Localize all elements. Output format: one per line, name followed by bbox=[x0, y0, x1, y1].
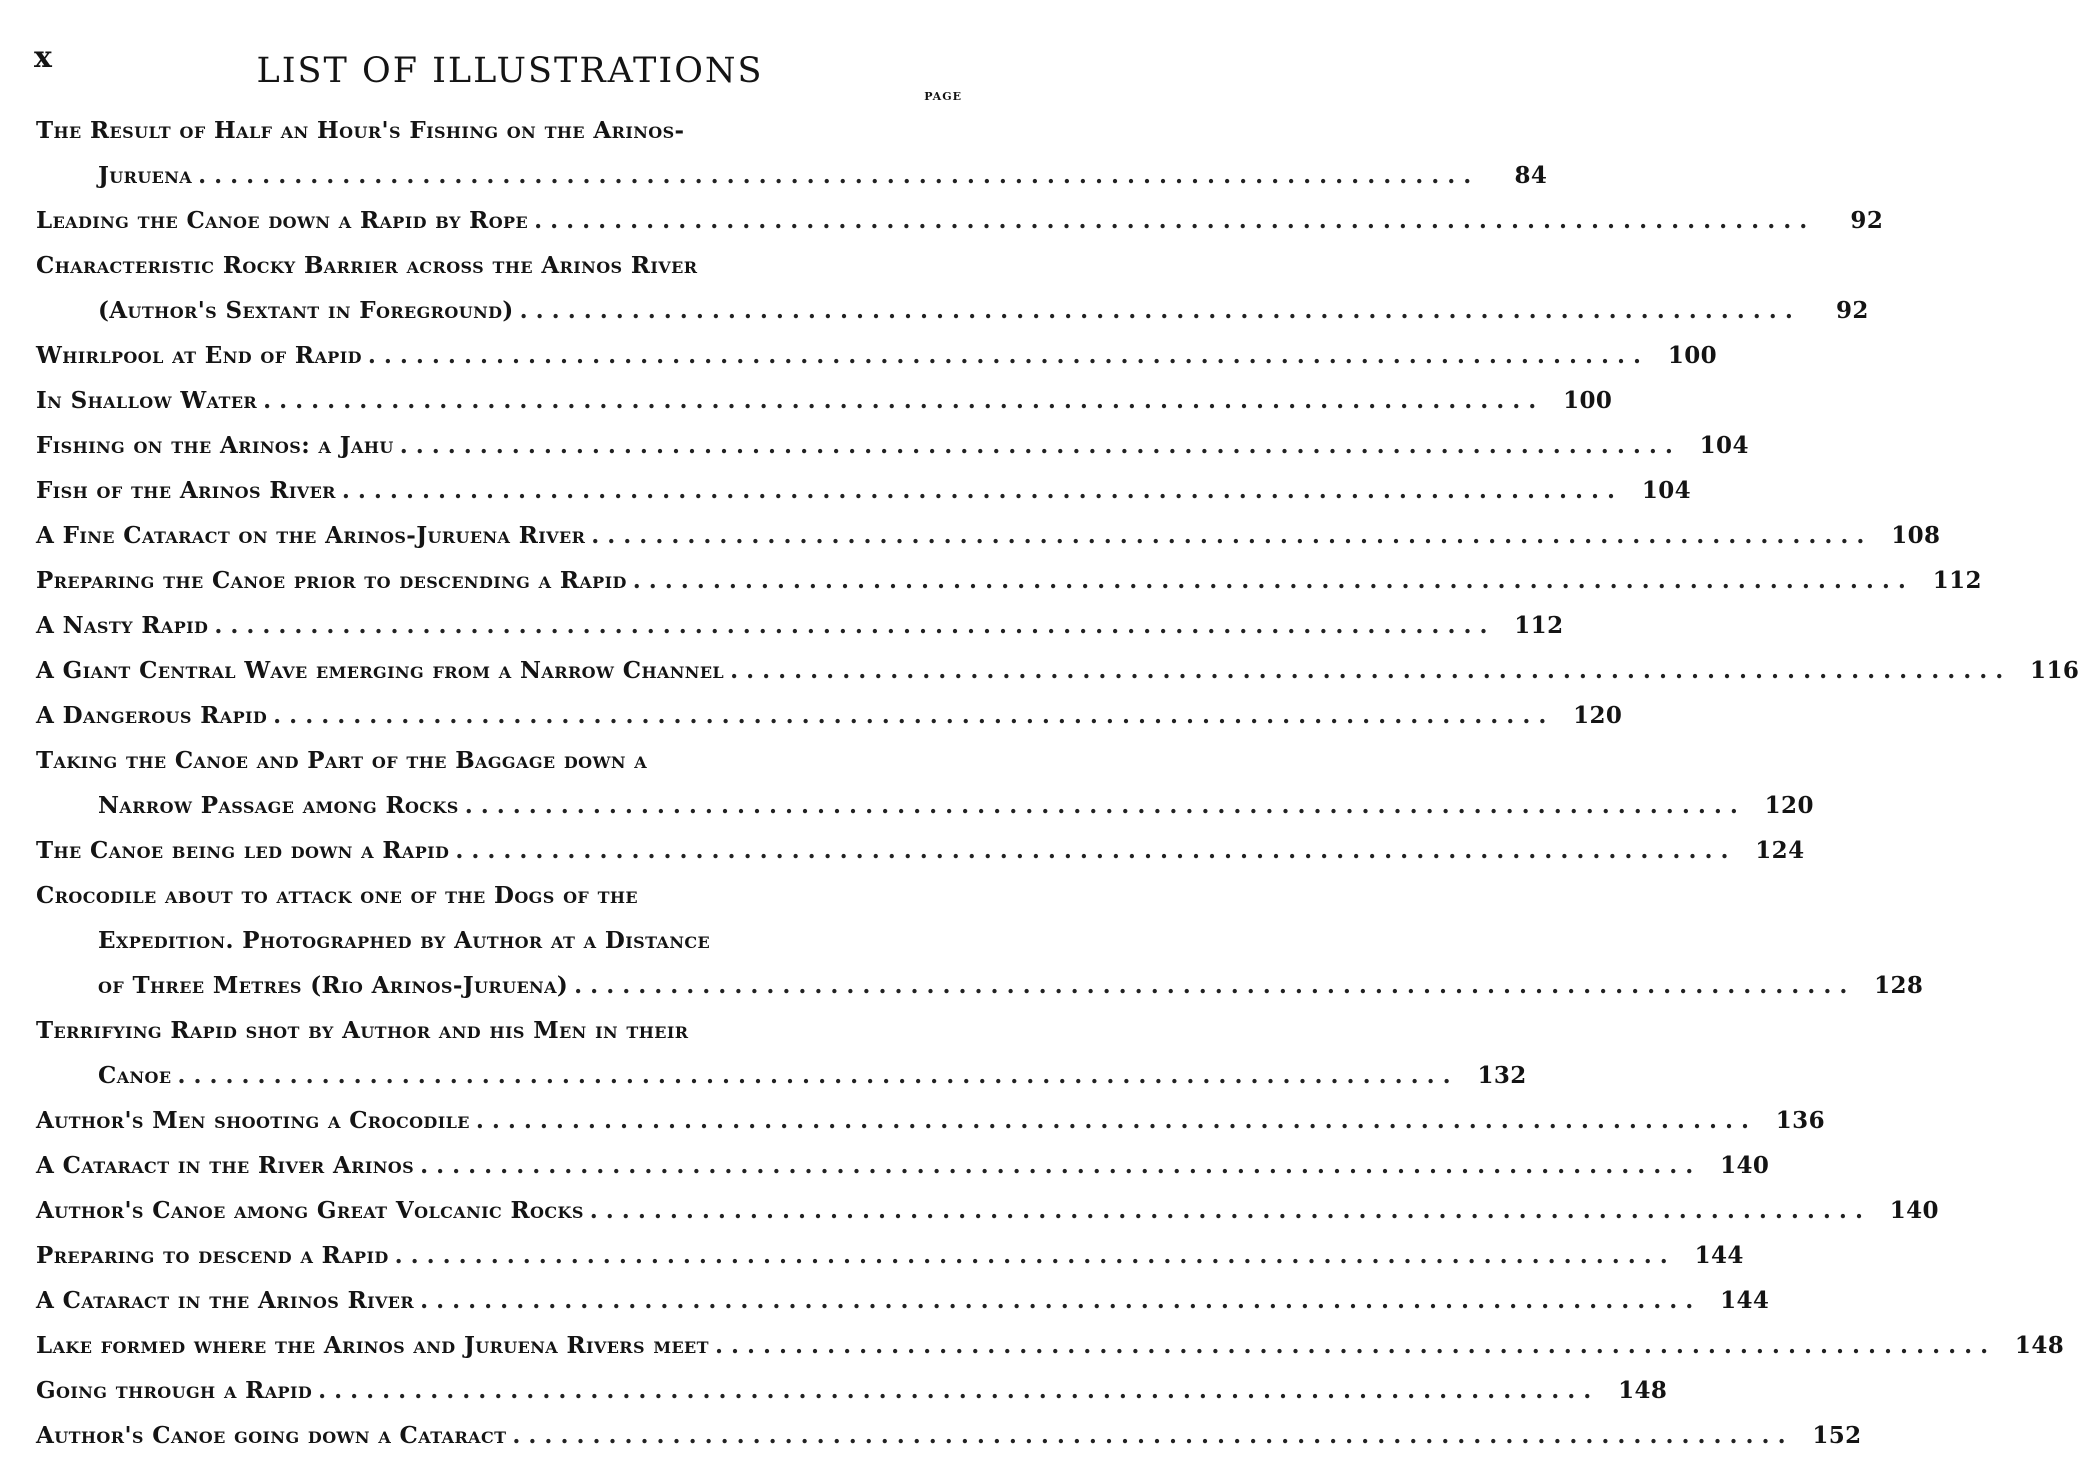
entry-page-number: 144 bbox=[1694, 1242, 1744, 1269]
dot-leader: . . . . . . . . . . . . . . . . . . . . . . . . . . . . . . . . . . . . . . . . . . . . . . . . . . . . . . . . . . . . . . . . . . . . . . . . . . . . . . . . bbox=[420, 1287, 1694, 1314]
entry-title: A Cataract in the River Arinos bbox=[36, 1152, 415, 1179]
entry-title: Expedition. Photographed by Author at a Distance bbox=[98, 927, 711, 954]
entry-page-number: 148 bbox=[2014, 1332, 2065, 1359]
entry-title: Crocodile about to attack one of the Dogs of the bbox=[36, 882, 639, 909]
entry-line bbox=[36, 513, 1941, 558]
entry-page-number: 132 bbox=[1477, 1062, 1527, 1089]
entry-title: The Result of Half an Hour's Fishing on the Arinos- bbox=[36, 117, 685, 144]
dot-leader: . . . . . . . . . . . . . . . . . . . . . . . . . . . . . . . . . . . . . . . . . . . . . . . . . . . . . . . . . . . . . . . . . . . . . . . . . . . . . . . . bbox=[534, 207, 1808, 234]
illustration-entry bbox=[36, 468, 1692, 513]
entry-page-number: 100 bbox=[1563, 387, 1613, 414]
entry-title: of Three Metres (Rio Arinos-Juruena) bbox=[98, 972, 569, 999]
dot-leader: . . . . . . . . . . . . . . . . . . . . . . . . . . . . . . . . . . . . . . . . . . . . . . . . . . . . . . . . . . . . . . . . . . . . . . . . . . . . . . . . bbox=[214, 612, 1488, 639]
entry-title: Going through a Rapid bbox=[36, 1377, 313, 1404]
illustration-entry bbox=[36, 1008, 1527, 1098]
entry-title: A Giant Central Wave emerging from a Narrow Channel bbox=[36, 657, 725, 684]
dot-leader: . . . . . . . . . . . . . . . . . . . . . . . . . . . . . . . . . . . . . . . . . . . . . . . . . . . . . . . . . . . . . . . . . . . . . . . . . . . . . . . . bbox=[455, 837, 1729, 864]
dot-leader: . . . . . . . . . . . . . . . . . . . . . . . . . . . . . . . . . . . . . . . . . . . . . . . . . . . . . . . . . . . . . . . . . . . . . . . . . . . . . . . . bbox=[177, 1062, 1451, 1089]
entry-title: In Shallow Water bbox=[36, 387, 258, 414]
dot-leader: . . . . . . . . . . . . . . . . . . . . . . . . . . . . . . . . . . . . . . . . . . . . . . . . . . . . . . . . . . . . . . . . . . . . . . . . . . . . . . . . bbox=[589, 1197, 1863, 1224]
dot-leader: . . . . . . . . . . . . . . . . . . . . . . . . . . . . . . . . . . . . . . . . . . . . . . . . . . . . . . . . . . . . . . . . . . . . . . . . . . . . . . . . bbox=[574, 972, 1848, 999]
entry-title: Narrow Passage among Rocks bbox=[98, 792, 459, 819]
dot-leader: . . . . . . . . . . . . . . . . . . . . . . . . . . . . . . . . . . . . . . . . . . . . . . . . . . . . . . . . . . . . . . . . . . . . . . . . . . . . . . . . bbox=[263, 387, 1537, 414]
entry-line bbox=[36, 153, 1548, 198]
entry-page-number: 104 bbox=[1641, 477, 1692, 504]
entry-page-number: 120 bbox=[1764, 792, 1814, 819]
entry-line bbox=[36, 1368, 1668, 1413]
entry-page-number: 136 bbox=[1775, 1107, 1825, 1134]
illustrations-list bbox=[36, 108, 2079, 1458]
entry-line bbox=[36, 288, 1869, 333]
illustration-entry bbox=[36, 1278, 1770, 1323]
page-title: LIST OF ILLUSTRATIONS bbox=[256, 51, 764, 92]
entry-line bbox=[36, 1098, 1825, 1143]
entry-title: (Author's Sextant in Foreground) bbox=[98, 297, 514, 324]
entry-title: Lake formed where the Arinos and Juruena Rivers meet bbox=[36, 1332, 709, 1359]
entry-line bbox=[36, 1188, 1939, 1233]
entry-line bbox=[36, 963, 1924, 1008]
entry-line bbox=[36, 828, 1805, 873]
dot-leader: . . . . . . . . . . . . . . . . . . . . . . . . . . . . . . . . . . . . . . . . . . . . . . . . . . . . . . . . . . . . . . . . . . . . . . . . . . . . . . . . bbox=[519, 297, 1793, 324]
entry-page-number: 128 bbox=[1874, 972, 1924, 999]
entry-title: Canoe bbox=[98, 1062, 172, 1089]
entry-page-number: 144 bbox=[1720, 1287, 1770, 1314]
dot-leader: . . . . . . . . . . . . . . . . . . . . . . . . . . . . . . . . . . . . . . . . . . . . . . . . . . . . . . . . . . . . . . . . . . . . . . . . . . . . . . . . bbox=[591, 522, 1865, 549]
illustration-entry bbox=[36, 1368, 1668, 1413]
entry-page-number: 104 bbox=[1699, 432, 1749, 459]
dot-leader: . . . . . . . . . . . . . . . . . . . . . . . . . . . . . . . . . . . . . . . . . . . . . . . . . . . . . . . . . . . . . . . . . . . . . . . . . . . . . . . . bbox=[512, 1422, 1786, 1449]
entry-line bbox=[36, 198, 1884, 243]
entry-line bbox=[36, 603, 1564, 648]
entry-title: Leading the Canoe down a Rapid by Rope bbox=[36, 207, 529, 234]
illustration-entry bbox=[36, 603, 1564, 648]
entry-page-number: 92 bbox=[1850, 207, 1884, 234]
entry-title: Preparing to descend a Rapid bbox=[36, 1242, 389, 1269]
entry-title: Fish of the Arinos River bbox=[36, 477, 336, 504]
illustration-entry bbox=[36, 423, 1749, 468]
illustration-entry bbox=[36, 108, 1548, 198]
illustration-entry bbox=[36, 873, 1924, 1008]
dot-leader: . . . . . . . . . . . . . . . . . . . . . . . . . . . . . . . . . . . . . . . . . . . . . . . . . . . . . . . . . . . . . . . . . . . . . . . . . . . . . . . . bbox=[714, 1332, 1989, 1359]
entry-line bbox=[36, 333, 1718, 378]
page-column-label: PAGE bbox=[924, 90, 962, 103]
illustration-entry bbox=[36, 1188, 1939, 1233]
entry-title: Characteristic Rocky Barrier across the Arinos River bbox=[36, 252, 698, 279]
illustration-entry bbox=[36, 333, 1718, 378]
entry-line bbox=[36, 1233, 1744, 1278]
dot-leader: . . . . . . . . . . . . . . . . . . . . . . . . . . . . . . . . . . . . . . . . . . . . . . . . . . . . . . . . . . . . . . . . . . . . . . . . . . . . . . . . bbox=[367, 342, 1642, 369]
illustration-entry bbox=[36, 738, 1814, 828]
entry-title: Author's Canoe among Great Volcanic Rocks bbox=[36, 1197, 584, 1224]
entry-title: A Cataract in the Arinos River bbox=[36, 1287, 415, 1314]
entry-line bbox=[36, 783, 1814, 828]
entry-line bbox=[36, 1278, 1770, 1323]
illustration-entry bbox=[36, 378, 1613, 423]
entry-title: The Canoe being led down a Rapid bbox=[36, 837, 450, 864]
entry-line bbox=[36, 1323, 2065, 1368]
illustration-entry bbox=[36, 1413, 1862, 1458]
dot-leader: . . . . . . . . . . . . . . . . . . . . . . . . . . . . . . . . . . . . . . . . . . . . . . . . . . . . . . . . . . . . . . . . . . . . . . . . . . . . . . . . bbox=[318, 1377, 1592, 1404]
dot-leader: . . . . . . . . . . . . . . . . . . . . . . . . . . . . . . . . . . . . . . . . . . . . . . . . . . . . . . . . . . . . . . . . . . . . . . . . . . . . . . . . bbox=[420, 1152, 1694, 1179]
entry-title: Author's Canoe going down a Cataract bbox=[36, 1422, 507, 1449]
entry-page-number: 140 bbox=[1720, 1152, 1770, 1179]
entry-title: A Fine Cataract on the Arinos-Juruena River bbox=[36, 522, 586, 549]
entry-line bbox=[36, 648, 2079, 693]
entry-line bbox=[36, 693, 1623, 738]
illustration-entry bbox=[36, 1233, 1744, 1278]
entry-page-number: 108 bbox=[1891, 522, 1941, 549]
entry-title: Juruena bbox=[98, 162, 193, 189]
illustration-entry bbox=[36, 198, 1884, 243]
entry-page-number: 92 bbox=[1836, 297, 1869, 324]
entry-line bbox=[36, 1053, 1527, 1098]
entry-page-number: 140 bbox=[1889, 1197, 1939, 1224]
entry-title: Preparing the Canoe prior to descending a Rapid bbox=[36, 567, 627, 594]
entry-line bbox=[36, 468, 1692, 513]
dot-leader: . . . . . . . . . . . . . . . . . . . . . . . . . . . . . . . . . . . . . . . . . . . . . . . . . . . . . . . . . . . . . . . . . . . . . . . . . . . . . . . . bbox=[475, 1107, 1749, 1134]
dot-leader: . . . . . . . . . . . . . . . . . . . . . . . . . . . . . . . . . . . . . . . . . . . . . . . . . . . . . . . . . . . . . . . . . . . . . . . . . . . . . . . . bbox=[273, 702, 1547, 729]
dot-leader: . . . . . . . . . . . . . . . . . . . . . . . . . . . . . . . . . . . . . . . . . . . . . . . . . . . . . . . . . . . . . . . . . . . . . . . . . . . . . . . . bbox=[399, 432, 1673, 459]
entry-line bbox=[36, 423, 1749, 468]
entry-page-number: 100 bbox=[1667, 342, 1718, 369]
entry-page-number: 152 bbox=[1812, 1422, 1862, 1449]
dot-leader: . . . . . . . . . . . . . . . . . . . . . . . . . . . . . . . . . . . . . . . . . . . . . . . . . . . . . . . . . . . . . . . . . . . . . . . . . . . . . . . . bbox=[341, 477, 1616, 504]
entry-line bbox=[36, 558, 1982, 603]
entry-title: A Dangerous Rapid bbox=[36, 702, 268, 729]
illustration-entry bbox=[36, 558, 1982, 603]
page-number: x bbox=[34, 40, 53, 75]
dot-leader: . . . . . . . . . . . . . . . . . . . . . . . . . . . . . . . . . . . . . . . . . . . . . . . . . . . . . . . . . . . . . . . . . . . . . . . . . . . . . . . . bbox=[198, 162, 1472, 189]
illustration-entry bbox=[36, 243, 1869, 333]
illustration-entry bbox=[36, 1323, 2065, 1368]
entry-title: Fishing on the Arinos: a Jahu bbox=[36, 432, 394, 459]
entry-page-number: 84 bbox=[1514, 162, 1548, 189]
dot-leader: . . . . . . . . . . . . . . . . . . . . . . . . . . . . . . . . . . . . . . . . . . . . . . . . . . . . . . . . . . . . . . . . . . . . . . . . . . . . . . . . bbox=[464, 792, 1738, 819]
entry-title: Taking the Canoe and Part of the Baggage down a bbox=[36, 747, 648, 774]
entry-page-number: 148 bbox=[1618, 1377, 1668, 1404]
illustration-entry bbox=[36, 1098, 1825, 1143]
illustration-entry bbox=[36, 1143, 1770, 1188]
illustration-entry bbox=[36, 828, 1805, 873]
entry-line bbox=[36, 1413, 1862, 1458]
illustration-entry bbox=[36, 693, 1623, 738]
entry-title: Terrifying Rapid shot by Author and his Men in their bbox=[36, 1017, 689, 1044]
entry-page-number: 124 bbox=[1755, 837, 1805, 864]
entry-page-number: 112 bbox=[1932, 567, 1982, 594]
entry-page-number: 120 bbox=[1573, 702, 1623, 729]
dot-leader: . . . . . . . . . . . . . . . . . . . . . . . . . . . . . . . . . . . . . . . . . . . . . . . . . . . . . . . . . . . . . . . . . . . . . . . . . . . . . . . . bbox=[730, 657, 2004, 684]
dot-leader: . . . . . . . . . . . . . . . . . . . . . . . . . . . . . . . . . . . . . . . . . . . . . . . . . . . . . . . . . . . . . . . . . . . . . . . . . . . . . . . . bbox=[394, 1242, 1668, 1269]
entry-title: Author's Men shooting a Crocodile bbox=[36, 1107, 470, 1134]
entry-page-number: 112 bbox=[1514, 612, 1564, 639]
illustration-entry bbox=[36, 648, 2079, 693]
entry-line bbox=[36, 1143, 1770, 1188]
entry-line bbox=[36, 378, 1613, 423]
entry-title: Whirlpool at End of Rapid bbox=[36, 342, 362, 369]
illustration-entry bbox=[36, 513, 1941, 558]
entry-title: A Nasty Rapid bbox=[36, 612, 209, 639]
entry-page-number: 116 bbox=[2030, 657, 2079, 684]
dot-leader: . . . . . . . . . . . . . . . . . . . . . . . . . . . . . . . . . . . . . . . . . . . . . . . . . . . . . . . . . . . . . . . . . . . . . . . . . . . . . . . . bbox=[632, 567, 1906, 594]
